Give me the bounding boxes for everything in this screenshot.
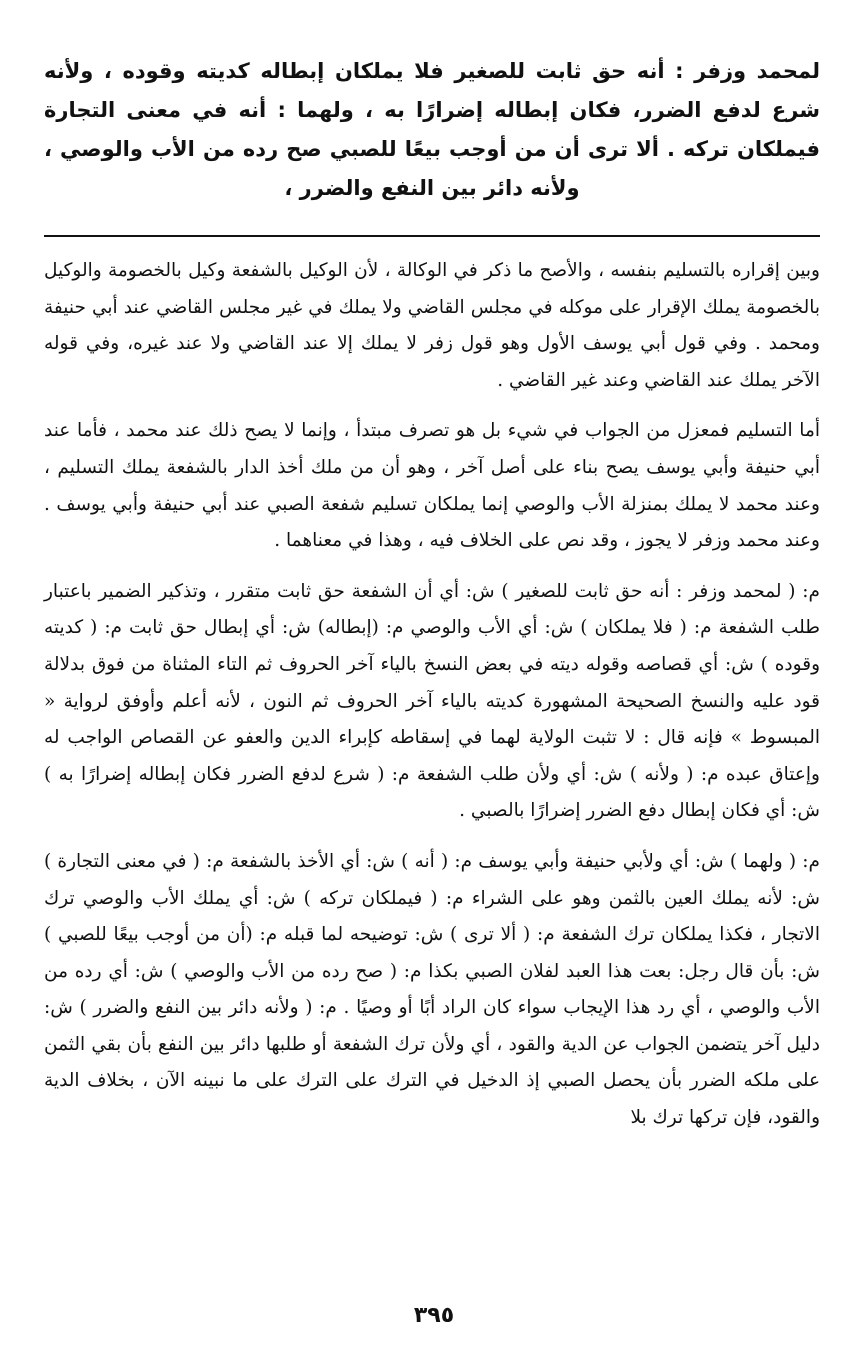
commentary-paragraph: وبين إقراره بالتسليم بنفسه ، والأصح ما ذكر في الوكالة ، لأن الوكيل بالشفعة وكيل بالخصومة والوكيل بالخصومة يملك الإقرار على موكله في مجلس القاضي ولا يملك في غير مجلس القاضي عند أبي حنيفة ومحمد . وفي قول أبي يوسف الأول وهو قول زفر لا يملك إلا عند القاضي ولا عند غيره، وفي قوله الآخر يملك عند القاضي وعند غير القاضي .	[44, 260, 820, 391]
commentary-paragraph: م: ( ولهما ) ش: أي ولأبي حنيفة وأبي يوسف م: ( أنه ) ش: أي الأخذ بالشفعة م: ( في معنى التجارة ) ش: لأنه يملك العين بالثمن وهو على الشراء م: ( فيملكان تركه ) ش: أي يملك الأب والوصي ترك الاتجار ، فكذا يملكان ترك الشفعة م: ( ألا ترى ) ش: توضيحه لما قبله م: (أن من أوجب بيعًا للصبي ) ش: بأن قال رجل: بعت هذا العبد لفلان الصبي بكذا م: ( صح رده من الأب والوصي ) ش: أي رده من الأب والوصي ، أي رد هذا الإيجاب سواء كان الراد أبًا أو وصيًا . م: ( ولأنه دائر بين النفع والضرر ) ش: دليل آخر يتضمن الجواب عن الدية والقود ، أي ولأن ترك الشفعة أو طلبها دائر بين النفع بأن بقي الثمن على ملكه الضرر بأن يحصل الصبي إذ الدخيل في الترك على الترك على ما نبينه الآن ، بخلاف الدية والقود، فإن تركها ترك بلا	[44, 850, 820, 1129]
commentary-paragraph: م: ( لمحمد وزفر : أنه حق ثابت للصغير ) ش: أي أن الشفعة حق ثابت متقرر ، وتذكير الضمير باعتبار طلب الشفعة م: ( فلا يملكان ) ش: أي الأب والوصي م: (إبطاله) ش: أي إبطال حق ثابت م: ( كديته وقوده ) ش: أي قصاصه وقوله ديته في بعض النسخ بالياء آخر الحروف ثم التاء المثناة من فوق بدلالة قود عليه والنسخ الصحيحة المشهورة كديته بالياء آخر الحروف ثم النون ، لأنه أعلم وأوفق لرواية « المبسوط » فإنه قال : لا تثبت الولاية لهما في إسقاطه كإبراء الدين والعفو عن القصاص الواجب له وإعتاق عبده م: ( ولأنه ) ش: أي ولأن طلب الشفعة م: ( شرع لدفع الضرر فكان إبطاله إضرارًا به ) ش: أي فكان إبطال دفع الضرر إضرارًا بالصبي .	[44, 580, 821, 822]
page-number: ٣٩٥	[413, 1303, 455, 1328]
separator-line	[44, 235, 820, 237]
page-content	[44, 52, 820, 1352]
commentary-paragraph: أما التسليم فمعزل من الجواب في شيء بل هو تصرف مبتدأ ، وإنما لا يصح ذلك عند محمد ، فأما عند أبي حنيفة وأبي يوسف يصح بناء على أصل آخر ، وهو أن من ملك أخذ الدار بالشفعة يملك التسليم ، وعند محمد لا يملك بمنزلة الأب والوصي إنما يملكان تسليم شفعة الصبي عند أبي حنيفة وأبي يوسف . وعند محمد وزفر لا يجوز ، وقد نص على الخلاف فيه ، وهذا في معناهما .	[44, 420, 820, 552]
main-text: لمحمد وزفر : أنه حق ثابت للصغير فلا يملكان إبطاله كديته وقوده ، ولأنه شرع لدفع الضرر، فكان إبطاله إضرارًا به ، ولهما : أنه في معنى التجارة فيملكان تركه . ألا ترى أن من أوجب بيعًا للصبي صح رده من الأب والوصي ، ولأنه دائر بين النفع والضرر ،	[44, 59, 820, 200]
commentary	[44, 253, 820, 1137]
